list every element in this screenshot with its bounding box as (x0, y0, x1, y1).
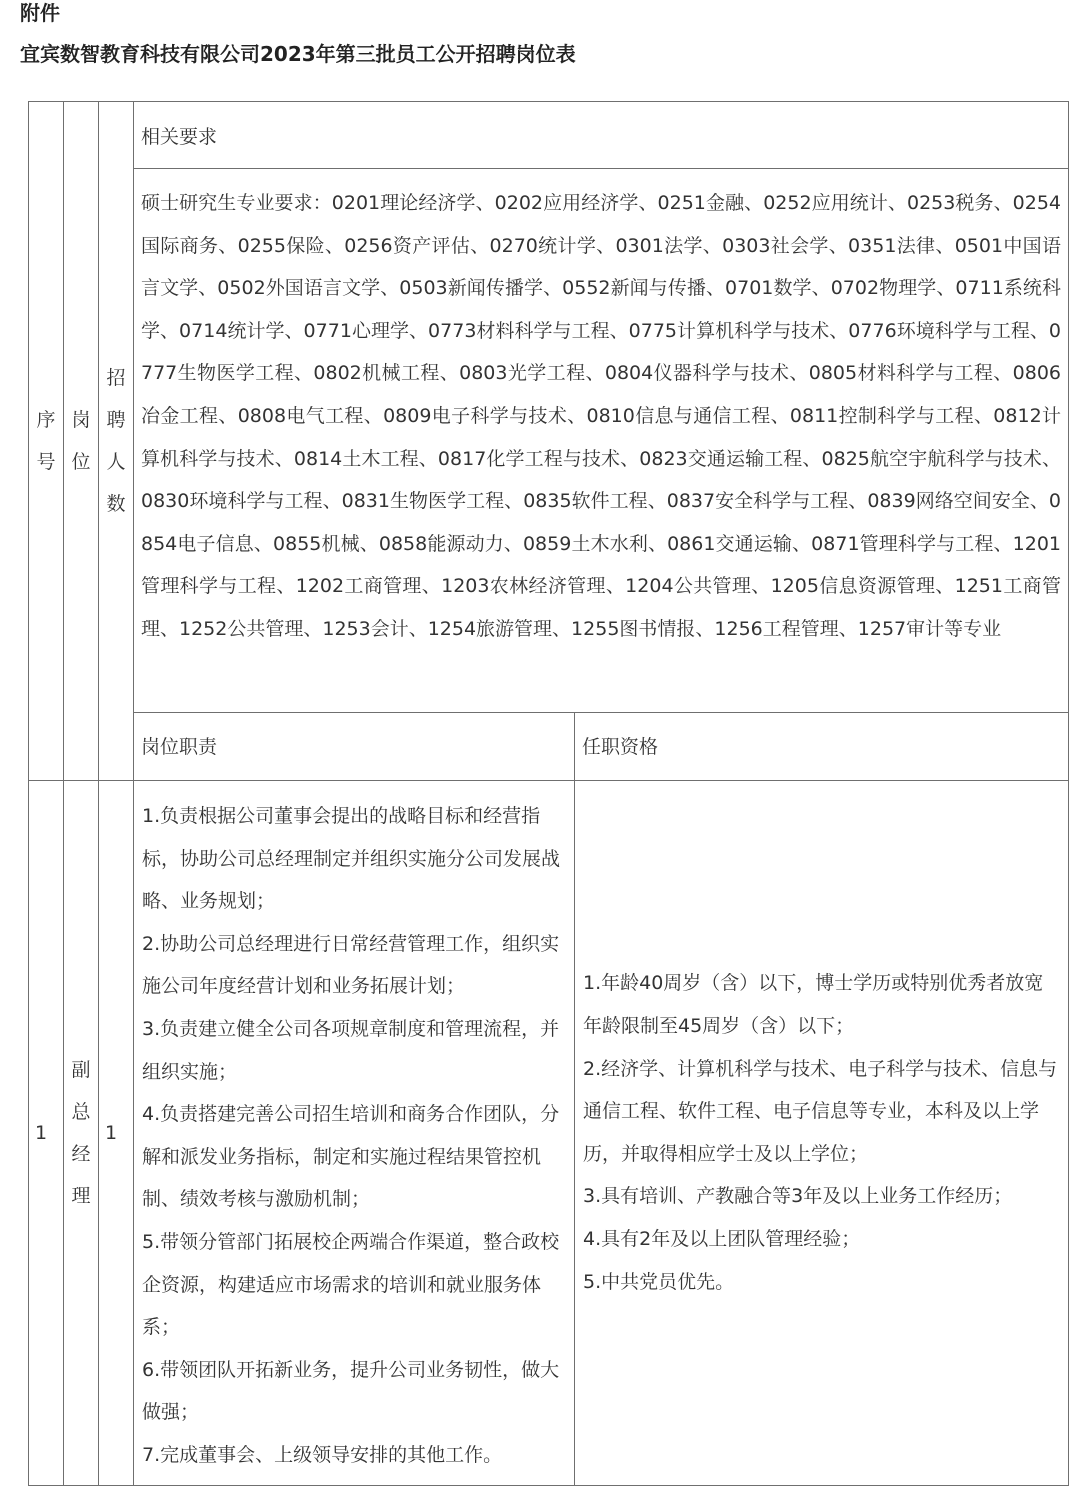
table-row (29, 781, 1069, 1486)
duties-header: 岗位职责 (134, 713, 575, 781)
duties-list (134, 781, 575, 1486)
duty-item: 6.带领团队开拓新业务，提升公司业务韧性，做大做强； (142, 1358, 560, 1424)
duty-item: 7.完成董事会、上级领导安排的其他工作。 (142, 1443, 503, 1466)
duty-item: 4.负责搭建完善公司招生培训和商务合作团队，分解和派发业务指标，制定和实施过程结果管控机制、绩效考核与激励机制； (142, 1103, 560, 1211)
row-position-label: 副总经理 (71, 1058, 91, 1207)
qualification-item: 4.具有2年及以上团队管理经验； (583, 1227, 861, 1250)
recruitment-table (28, 101, 1069, 1486)
qualification-item: 5.中共党员优先。 (583, 1270, 735, 1293)
column-header-position (64, 102, 99, 781)
duty-item: 5.带领分管部门拓展校企两端合作渠道，整合政校企资源，构建适应市场需求的培训和就业服务体系； (142, 1230, 560, 1339)
duty-item: 2.协助公司总经理进行日常经营管理工作，组织实施公司年度经营计划和业务拓展计划； (142, 932, 560, 998)
majors-requirement-text: 硕士研究生专业要求：0201理论经济学、0202应用经济学、0251金融、0252应用统计、0253税务、0254国际商务、0255保险、0256资产评估、0270统计学、0301法学、0303社会学、0351法律、0501中国语言文学、0502外国语言文学、0503新闻传播学、0552新闻与传播、0701数学、0702物理学、0711系统科学、0714统计学、0771心理学、0773材料科学与工程、0775计算机科学与技术、0776环境科学与工程、0777生物医学工程、0802机械工程、0803光学工程、0804仪器科学与技术、0805材料科学与工程、0806冶金工程、0808电气工程、0809电子科学与技术、0810信息与通信工程、0811控制科学与工程、0812计算机科学与技术、0814土木工程、0817化学工程与技术、0823交通运输工程、0825航空宇航科学与技术、0830环境科学与工程、0831生物医学工程、0835软件工程、0837安全科学与工程、0839网络空间安全、0854电子信息、0855机械、0858能源动力、0859土木水利、0861交通运输、0871管理科学与工程、1201管理科学与工程、1202工商管理、1203农林经济管理、1204公共管理、1205信息资源管理、1251工商管理、1252公共管理、1253会计、1254旅游管理、1255图书情报、1256工程管理、1257审计等专业 (134, 169, 1069, 713)
row-position (64, 781, 99, 1486)
qualifications-list (575, 781, 1069, 1486)
column-header-headcount (99, 102, 134, 781)
qualification-item: 1.年龄40周岁（含）以下，博士学历或特别优秀者放宽年龄限制至45周岁（含）以下； (583, 972, 1044, 1037)
attachment-label: 附件 (20, 1, 60, 25)
column-header-index-label: 序号 (36, 409, 56, 473)
qualification-item: 3.具有培训、产教融合等3年及以上业务工作经历； (583, 1185, 1013, 1208)
duty-item: 3.负责建立健全公司各项规章制度和管理流程，并组织实施； (142, 1017, 560, 1083)
table-header-row (29, 102, 1069, 169)
subheader-row (29, 713, 1069, 781)
column-header-headcount-label: 招聘人数 (106, 367, 126, 515)
qualifications-header: 任职资格 (575, 713, 1069, 781)
row-index: 1 (29, 781, 64, 1486)
row-headcount: 1 (99, 781, 134, 1486)
duty-item: 1.负责根据公司董事会提出的战略目标和经营指标，协助公司总经理制定并组织实施分公司发展战略、业务规划； (142, 805, 561, 913)
column-header-position-label: 岗位 (71, 409, 91, 473)
requirements-header: 相关要求 (134, 102, 1069, 169)
majors-row (29, 169, 1069, 713)
qualification-item: 2.经济学、计算机科学与技术、电子科学与技术、信息与通信工程、软件工程、电子信息等专业，本科及以上学历，并取得相应学士及以上学位； (583, 1057, 1058, 1165)
column-header-index (29, 102, 64, 781)
document-title: 宜宾数智教育科技有限公司2023年第三批员工公开招聘岗位表 (20, 42, 576, 66)
